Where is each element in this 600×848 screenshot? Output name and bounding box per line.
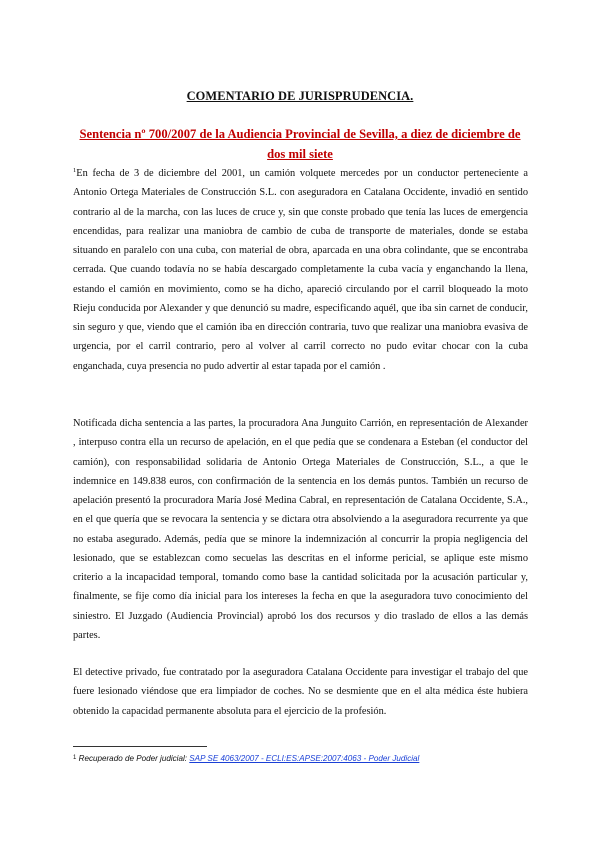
paragraph-facts xyxy=(73,164,528,376)
document-title: COMENTARIO DE JURISPRUDENCIA. xyxy=(186,89,414,103)
paragraph-appeals: Notificada dicha sentencia a las partes, la procuradora Ana Junguito Carrión, en representación de Alexander , interpuso contra ella un recurso de apelación, en el que pedía que se condenara a Esteban (el conductor del camión), con responsabilidad solidaria de Antonio Ortega Materiales de Construcción, S.L., a que le indemnice en 149.838 euros, con confirmación de la sentencia en los demás puntos. También un recurso de apelación presentó la procuradora María José Medina Cabral, en representación de Catalana Occidente, S.A., en el que quería que se revocara la sentencia y se dictara otra absolviendo a la aseguradora recurrente ya que no estaba asegurado. Además, pedía que se minore la indemnización al concurrir la propia negligencia del lesionado, que se establezcan como secuelas las descritas en el informe pericial, se aplique este mismo criterio a la incapacidad temporal, tomando como base la cantidad solicitada por la acusación particular y, finalmente, se fije como día inicial para los intereses la fecha en que la aseguradora tuvo conocimiento del siniestro. El Juzgado (Audiencia Provincial) aprobó los dos recursos y dio traslado de ellos a las demás partes. xyxy=(73,418,528,641)
footnote-reference[interactable]: 1 xyxy=(73,167,77,174)
footnote-separator xyxy=(73,746,207,747)
footnote-link[interactable]: SAP SE 4063/2007 - ECLI:ES:APSE:2007:4063 - Poder Judicial xyxy=(189,754,420,763)
footnote-label: Recuperado de Poder judicial: xyxy=(78,754,188,763)
footnote-number: 1 xyxy=(73,755,77,761)
ruling-heading: Sentencia nº 700/2007 de la Audiencia Provincial de Sevilla, a diez de diciembre de dos mil siete xyxy=(79,127,521,161)
paragraph-facts-text: En fecha de 3 de diciembre del 2001, un camión volquete mercedes por un conductor perteneciente a Antonio Ortega Materiales de Construcción S.L. con aseguradora en Catalana Occidente, invadió en sentido contrario al de la marcha, con las luces de cruce y, sin que conste probado que tenía las luces de emergencia encendidas, para realizar una maniobra de cambio de cuba de transporte de materiales, donde se estaba situando en paralelo con una cuba, con material de obra, aparcada en una obra colindante, que se encontraba cerrada. Que cuando todavía no se había descargado completamente la cuba vacía y enganchando la llena, estando el camión en movimiento, como se ha dicho, apareció circulando por el carril bloqueado la moto Rieju conducida por Alexander y que denunció su madre, especificando aquél, que iba sin carnet de conducir, sin seguro y que, viendo que el camión iba en dirección contraria, tuvo que realizar una maniobra evasiva de urgencia, por el carril contrario, pero al volver al carril correcto no pudo evitar chocar con la cuba enganchada, cuya presencia no pudo advertir al estar tapada por el camión . xyxy=(73,168,528,372)
footnote xyxy=(73,752,528,765)
paragraph-detective: El detective privado, fue contratado por la aseguradora Catalana Occidente para investigar el trabajo del que fuere lesionado viéndose que era limpiador de coches. No se desmiente que en el alta médica éste hubiera obtenido la capacidad permanente absoluta para el ejercicio de la profesión. xyxy=(73,667,528,717)
